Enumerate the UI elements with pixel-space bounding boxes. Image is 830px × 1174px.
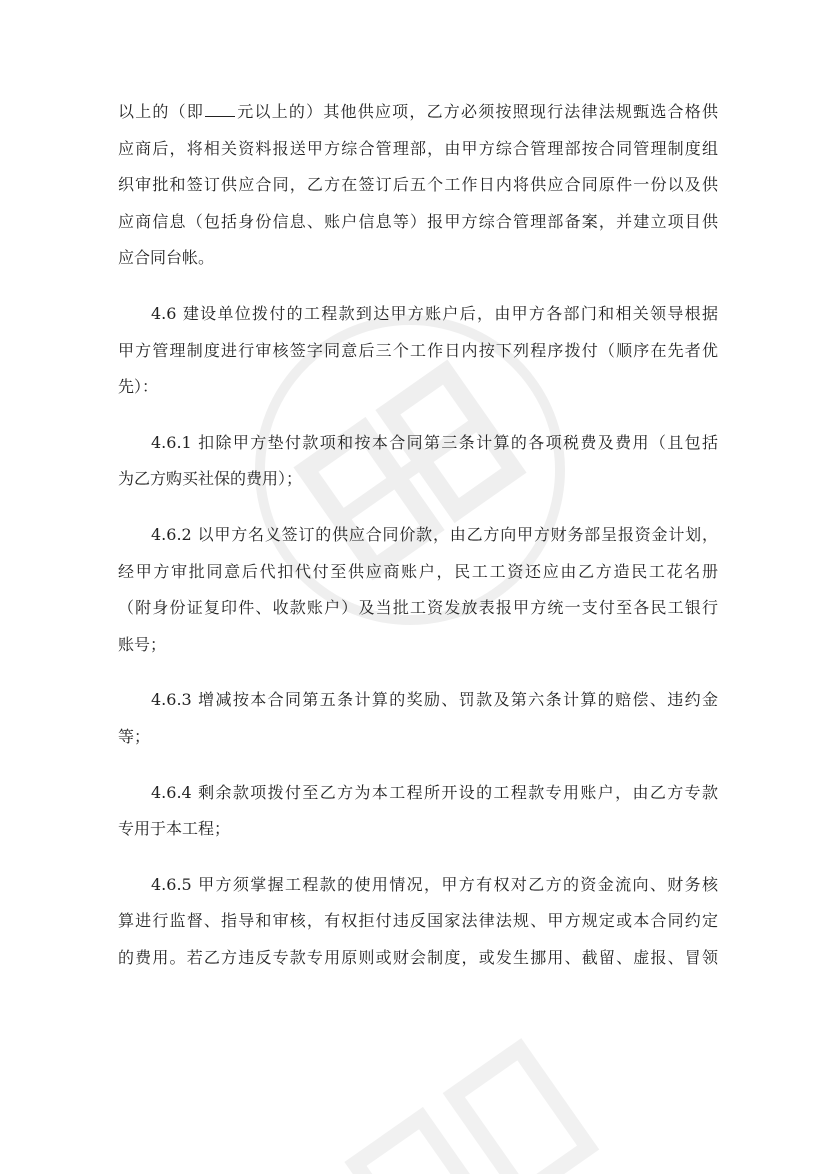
paragraph-4-6-1 — [118, 425, 718, 498]
text-line: 甲方管理制度进行审核签字同意后三个工作日内按下列程序拨付（顺序在先者优 — [118, 340, 718, 360]
text-line: 应商后，将相关资料报送甲方综合管理部，由甲方综合管理部按合同管理制度组 — [118, 138, 718, 158]
text-line: 4.6.4 剩余款项拨付至乙方为本工程所开设的工程款专用账户，由乙方专款 — [151, 782, 718, 802]
contract-body — [118, 94, 718, 976]
watermark-fragment-icon — [311, 998, 649, 1174]
paragraph-supplier-contracts — [118, 94, 718, 277]
text-line: （附身份证复印件、收款账户）及当批工资发放表报甲方统一支付至各民工银行 — [118, 598, 718, 618]
text-line: 4.6 建设单位拨付的工程款到达甲方账户后，由甲方各部门和相关领导根据 — [151, 303, 718, 323]
line-text-post-blank: 元以上的）其他供应项，乙方必须按照现行法律法规甄选合格供 — [236, 102, 718, 121]
text-line: 织审批和签订供应合同，乙方在签订后五个工作日内将供应合同原件一份以及供 — [118, 175, 718, 195]
text-line: 为乙方购买社保的费用）； — [118, 469, 303, 489]
text-line: 4.6.2 以甲方名义签订的供应合同价款，由乙方向甲方财务部呈报资金计划， — [151, 524, 718, 544]
text-line: 等； — [118, 726, 151, 746]
text-line: 算进行监督、指导和审核，有权拒付违反国家法律法规、甲方规定或本合同约定 — [118, 911, 718, 931]
text-line: 应商信息（包括身份信息、账户信息等）报甲方综合管理部备案，并建立项目供 — [118, 211, 718, 231]
paragraph-4-6-5 — [118, 867, 718, 977]
line-text-pre-blank: 以上的（即 — [118, 102, 205, 121]
text-line: 4.6.1 扣除甲方垫付款项和按本合同第三条计算的各项税费及费用（且包括 — [151, 432, 718, 452]
text-line: 应合同台帐。 — [118, 248, 215, 268]
text-line: 经甲方审批同意后代扣代付至供应商账户，民工工资还应由乙方造民工花名册 — [118, 561, 718, 581]
paragraph-4-6 — [118, 296, 718, 406]
text-line: 先）： — [118, 377, 159, 397]
text-line — [118, 94, 718, 131]
text-line: 4.6.5 甲方须掌握工程款的使用情况，甲方有权对乙方的资金流向、财务核 — [151, 874, 718, 894]
text-line: 4.6.3 增减按本合同第五条计算的奖励、罚款及第六条计算的赔偿、违约金 — [151, 690, 718, 710]
paragraph-4-6-2 — [118, 517, 718, 663]
text-line: 专用于本工程； — [118, 819, 231, 839]
text-line: 账号； — [118, 634, 167, 654]
paragraph-4-6-4 — [118, 775, 718, 848]
paragraph-4-6-3 — [118, 682, 718, 755]
fill-in-blank — [205, 100, 235, 117]
text-line: 的费用。若乙方违反专款专用原则或财会制度，或发生挪用、截留、虚报、冒领 — [118, 947, 718, 967]
